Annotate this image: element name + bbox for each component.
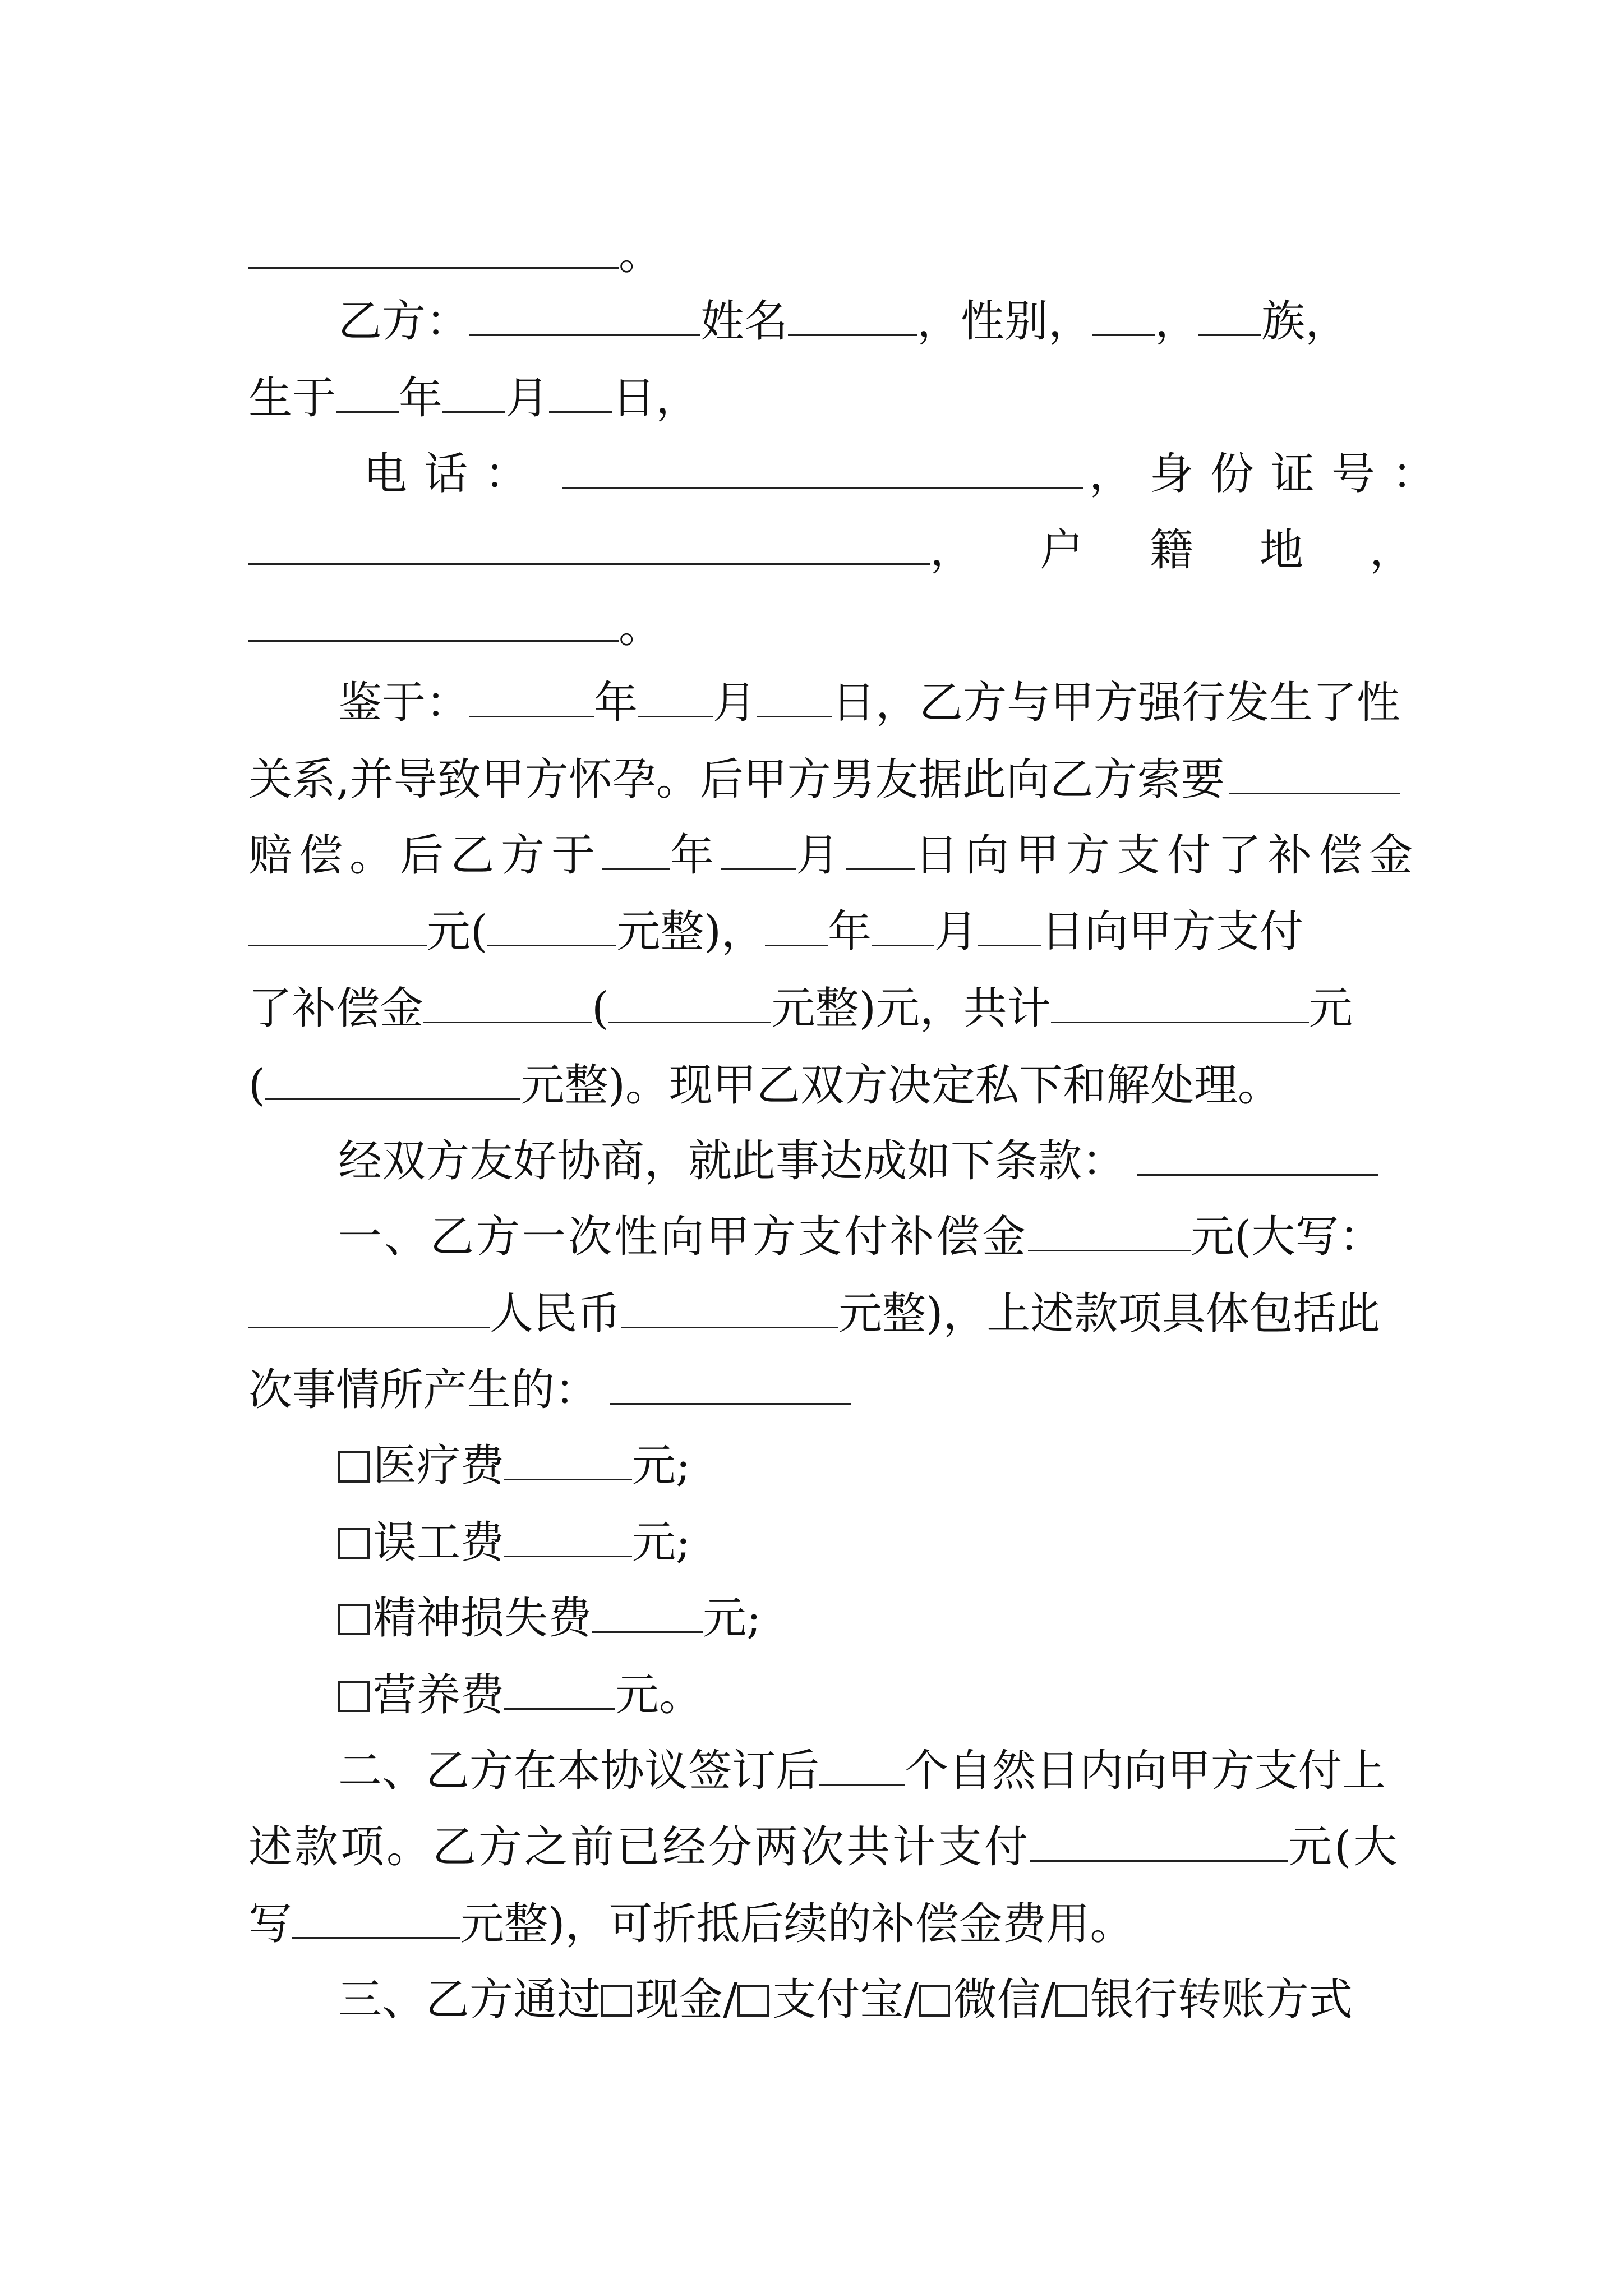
checkbox-alipay[interactable]: [737, 1985, 769, 2017]
text: 日，乙方与甲方强行发生了性: [832, 678, 1401, 728]
text: 元: [1308, 983, 1353, 1034]
doc-line-22: [248, 1816, 1400, 1878]
text: 元;: [632, 1517, 691, 1568]
label-lost-wages: 误工费: [373, 1517, 505, 1568]
doc-line-14: [248, 1206, 1387, 1268]
label-phone: 电话：: [363, 449, 546, 499]
fill-blank[interactable]: [248, 524, 930, 565]
doc-line-15: [248, 1283, 1387, 1345]
doc-line-17: [248, 1435, 1387, 1497]
fill-blank[interactable]: [592, 1592, 703, 1633]
fill-blank[interactable]: [292, 1898, 460, 1939]
label-ethnicity: 族，: [1261, 296, 1349, 347]
text: 年: [594, 678, 638, 728]
doc-line-3: [248, 367, 1387, 429]
label-household: ，户籍地，: [930, 525, 1480, 576]
fill-blank[interactable]: [469, 677, 594, 717]
fill-blank[interactable]: [442, 372, 505, 413]
text: 元整)，可折抵后续的补偿金费用。: [460, 1899, 1134, 1949]
fill-blank[interactable]: [248, 1287, 490, 1328]
fill-blank[interactable]: [610, 1364, 851, 1405]
text: (: [248, 1060, 266, 1111]
doc-line-18: [248, 1512, 1387, 1573]
text: 元整)元，共计: [771, 983, 1051, 1034]
fill-blank[interactable]: [1092, 295, 1155, 336]
label-bank-transfer: 银行转账方式: [1090, 1975, 1353, 2025]
doc-line-20: [248, 1664, 1387, 1726]
fill-blank[interactable]: [1137, 1135, 1378, 1176]
doc-line-12: [248, 1055, 1387, 1116]
checkbox-cash[interactable]: [601, 1985, 632, 2017]
fill-blank[interactable]: [788, 295, 917, 336]
text: 鉴于：: [338, 678, 470, 728]
text: 三、乙方通过: [338, 1975, 601, 2025]
doc-line-4: [248, 443, 1453, 505]
fill-blank[interactable]: [562, 448, 1083, 489]
fill-blank[interactable]: [1051, 982, 1309, 1023]
fill-blank[interactable]: [721, 829, 796, 870]
label-nutrition-fee: 营养费: [373, 1670, 505, 1720]
text: 写: [248, 1899, 293, 1949]
fill-blank[interactable]: [423, 982, 592, 1023]
label-mental-damage: 精神损失费: [373, 1593, 592, 1644]
text: 元(大: [1288, 1822, 1400, 1872]
text: 赔偿。后乙方于: [248, 830, 602, 881]
checkbox-wechat[interactable]: [919, 1985, 950, 2017]
fill-blank[interactable]: [765, 905, 828, 946]
fill-blank[interactable]: [621, 1287, 838, 1328]
label-gender: ，性别，: [917, 296, 1092, 347]
fill-blank[interactable]: [846, 829, 915, 870]
text: 元整)，上述款项具体包括此: [838, 1289, 1381, 1339]
fill-blank[interactable]: [819, 1745, 905, 1786]
label-born: 生于: [248, 373, 336, 424]
text: 元;: [632, 1441, 691, 1491]
text: 元。: [615, 1670, 703, 1720]
label-year: 年: [399, 373, 443, 424]
label-month: 月: [505, 373, 550, 424]
fill-blank[interactable]: [1229, 753, 1400, 794]
text: 日向甲方支付了补偿金: [915, 830, 1420, 881]
checkbox[interactable]: [338, 1451, 370, 1483]
label-party-b: 乙方：: [338, 296, 470, 347]
text: 月: [796, 830, 847, 881]
text: 月: [934, 907, 978, 957]
doc-line-16: [248, 1359, 1387, 1421]
fill-blank[interactable]: [549, 372, 612, 413]
text: 个自然日内向甲方支付上: [905, 1746, 1386, 1796]
label-alipay: 支付宝/: [772, 1975, 919, 2025]
label-cash: 现金/: [635, 1975, 738, 2025]
doc-line-11: [248, 978, 1387, 1039]
fill-blank[interactable]: [1198, 295, 1261, 336]
doc-line-6: [248, 596, 1387, 658]
doc-line-7: [248, 672, 1401, 734]
fill-blank[interactable]: [265, 1059, 520, 1100]
fill-blank[interactable]: [248, 905, 427, 946]
text: 月: [713, 678, 757, 728]
doc-line-2: [248, 291, 1387, 352]
text: 关系,并导致甲方怀孕。后甲方男友据此向乙方索要: [248, 754, 1225, 805]
doc-line-1: [248, 223, 1387, 285]
doc-line-23: [248, 1893, 1387, 1955]
checkbox[interactable]: [338, 1528, 370, 1559]
checkbox-bank-transfer[interactable]: [1055, 1985, 1087, 2017]
text: 人民币: [490, 1289, 621, 1339]
text: 元(: [427, 907, 488, 957]
fill-blank[interactable]: [757, 677, 832, 717]
doc-line-21: [248, 1740, 1387, 1802]
doc-line-9: [248, 825, 1420, 886]
text: 一、乙方一次性向甲方支付补偿金: [338, 1212, 1029, 1262]
text: 述款项。乙方之前已经分两次共计支付: [248, 1822, 1031, 1872]
fill-blank[interactable]: [248, 601, 619, 642]
fill-blank[interactable]: [504, 1669, 615, 1710]
label-day: 日，: [612, 373, 700, 424]
checkbox[interactable]: [338, 1604, 370, 1635]
text: 日向甲方支付: [1040, 907, 1303, 957]
doc-line-13: [248, 1130, 1387, 1192]
fill-blank[interactable]: [487, 905, 616, 946]
text: 二、乙方在本协议签订后: [338, 1746, 820, 1796]
text: 元;: [703, 1593, 762, 1644]
fill-blank[interactable]: [469, 295, 700, 336]
text: 经双方友好协商，就此事达成如下条款：: [338, 1136, 1126, 1186]
fill-blank[interactable]: [504, 1516, 632, 1557]
fill-blank[interactable]: [248, 228, 619, 269]
fill-blank[interactable]: [336, 372, 399, 413]
fill-blank[interactable]: [872, 905, 934, 946]
label-medical-fee: 医疗费: [373, 1441, 505, 1491]
text: 元整)，: [616, 907, 765, 957]
doc-line-24: [248, 1969, 1387, 2031]
label-name: 姓名: [700, 296, 789, 347]
label-wechat: 微信/: [953, 1975, 1055, 2025]
fill-blank[interactable]: [608, 982, 771, 1023]
text: 。: [619, 602, 663, 652]
fill-blank[interactable]: [1030, 1821, 1288, 1862]
doc-line-8: [248, 749, 1387, 811]
fill-blank[interactable]: [638, 677, 713, 717]
doc-line-5: [248, 519, 1480, 581]
doc-line-10: [248, 901, 1387, 963]
text: 元(大写：: [1191, 1212, 1383, 1262]
text: 年: [827, 907, 872, 957]
text: 年: [670, 830, 721, 881]
fill-blank[interactable]: [504, 1439, 632, 1480]
fill-blank[interactable]: [978, 905, 1041, 946]
text: 元整)。现甲乙双方决定私下和解处理。: [520, 1060, 1281, 1111]
text: 次事情所产生的：: [248, 1365, 599, 1415]
text: 。: [619, 229, 663, 279]
label-id-number: ，身份证号：: [1089, 449, 1453, 499]
text: (: [592, 983, 609, 1034]
checkbox[interactable]: [338, 1681, 370, 1712]
fill-blank[interactable]: [1028, 1211, 1191, 1251]
fill-blank[interactable]: [602, 829, 670, 870]
text: ，: [1155, 296, 1199, 347]
text: 了补偿金: [248, 983, 424, 1034]
doc-line-19: [248, 1588, 1387, 1649]
